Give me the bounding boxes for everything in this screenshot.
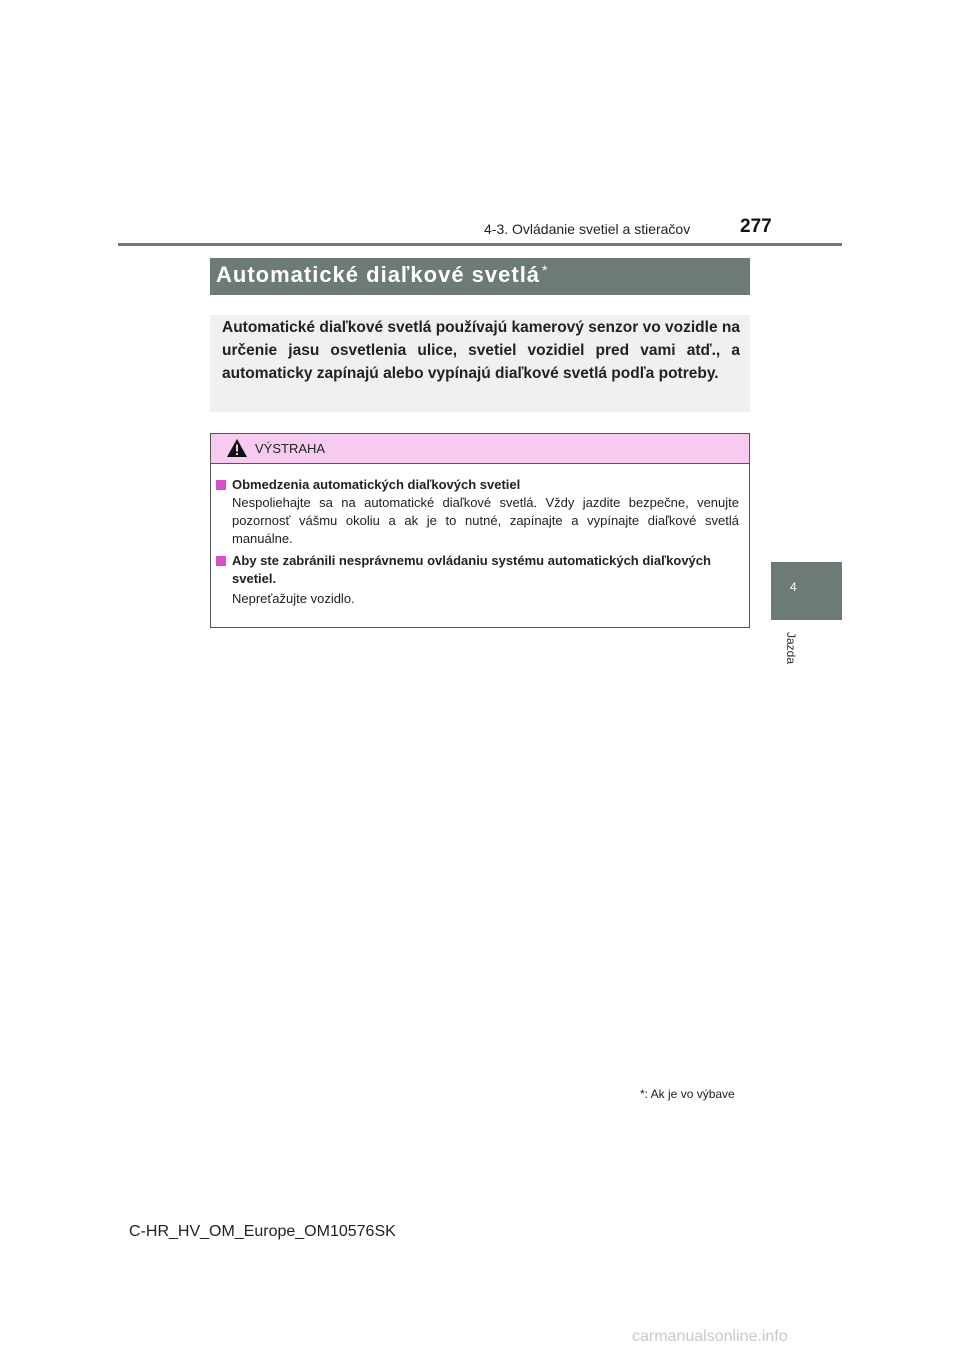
section-title-bar bbox=[210, 258, 750, 295]
page-number: 277 bbox=[740, 216, 772, 237]
header-section-title: 4-3. Ovládanie svetiel a stieračov bbox=[484, 221, 691, 237]
warning-item-heading-text: Obmedzenia automatických diaľkových svetiel bbox=[232, 477, 521, 492]
warning-item-heading-text: Aby ste zabránili nesprávnemu ovládaniu systému automatických diaľkových svetiel. bbox=[232, 553, 711, 586]
warning-label: VÝSTRAHA bbox=[255, 441, 326, 456]
warning-body bbox=[211, 464, 749, 608]
chapter-label: Jazda bbox=[784, 632, 798, 665]
warning-item-heading bbox=[216, 476, 739, 494]
warning-item-text: Nepreťažujte vozidlo. bbox=[232, 591, 355, 606]
warning-item-text: Nespoliehajte sa na automatické diaľkové svetlá. Vždy jazdite bezpečne, venujte pozornosť vášmu okoliu a ak je to nutné, zapínajte a vypínajte diaľkové svetlá manuálne. bbox=[232, 495, 739, 546]
section-title-text: Automatické diaľkové svetlá bbox=[216, 262, 541, 287]
chapter-number: 4 bbox=[790, 580, 797, 594]
header-rule bbox=[118, 243, 842, 246]
intro-paragraph: Automatické diaľkové svetlá používajú kamerový senzor vo vozidle na určenie jasu osvetlenia ulice, svetiel vozidiel pred vami atď., a automaticky zapínajú alebo vypínajú diaľkové svetlá podľa potreby. bbox=[210, 315, 750, 412]
footnote: *: Ak je vo výbave bbox=[640, 1087, 735, 1101]
document-id: C-HR_HV_OM_Europe_OM10576SK bbox=[129, 1223, 396, 1240]
section-title bbox=[216, 262, 549, 288]
warning-item-heading bbox=[216, 552, 739, 588]
warning-triangle-icon bbox=[226, 438, 248, 458]
square-bullet-icon bbox=[216, 480, 226, 490]
square-bullet-icon bbox=[216, 556, 226, 566]
watermark: carmanualsonline.info bbox=[632, 1328, 788, 1345]
warning-box bbox=[210, 433, 750, 628]
warning-header bbox=[211, 434, 749, 464]
chapter-tab bbox=[771, 562, 842, 620]
optional-marker: * bbox=[542, 262, 549, 278]
